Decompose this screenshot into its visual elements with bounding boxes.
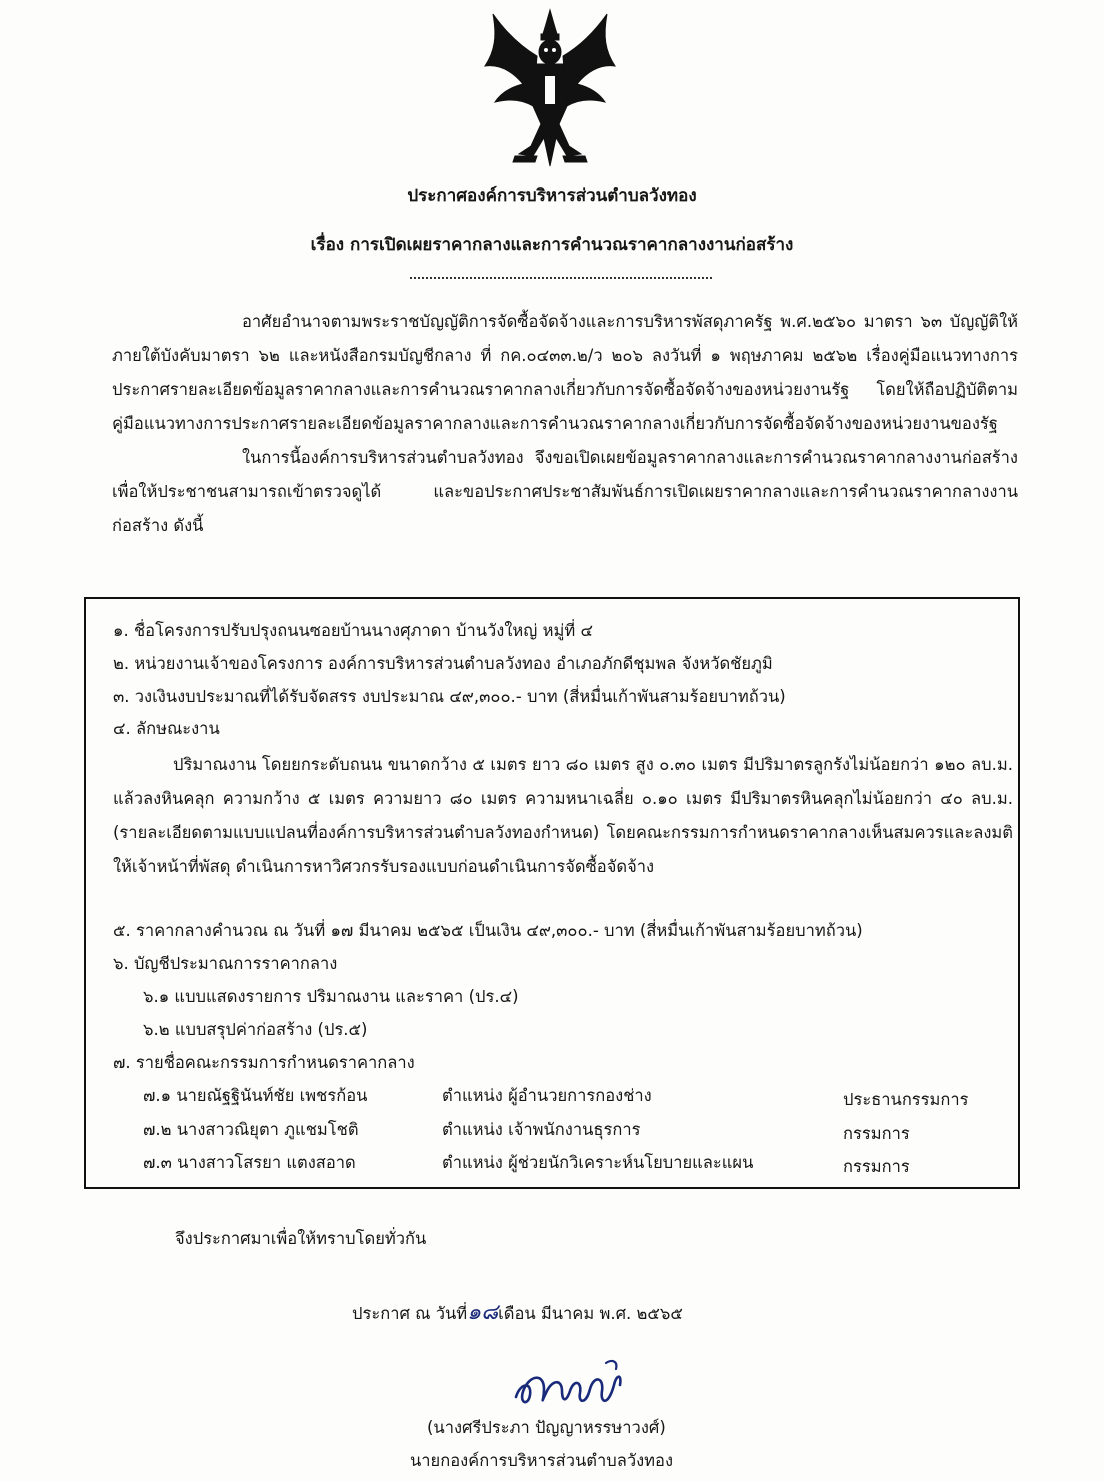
intro-paragraph-2: ในการนี้องค์การบริหารส่วนตำบลวังทอง จึงขอเปิดเผยข้อมูลราคากลางและการคำนวณราคากลางงานก่อสร้าง เพื่อให้ประชาชนสามารถเข้าตรวจดูได้ และขอประกาศประชาสัมพันธ์การเปิดเผยราคากลางและการคำนวณราคากลางงานก่อสร้าง ดังนี้	[112, 448, 1018, 535]
committee-role-2: กรรมการ	[843, 1124, 910, 1143]
committee-role-3: กรรมการ	[843, 1157, 910, 1176]
item-4-detail-text: ปริมาณงาน โดยยกระดับถนน ขนาดกว้าง ๕ เมตร ยาว ๘๐ เมตร สูง ๐.๓๐ เมตร มีปริมาตรลูกรังไม่น้อยกว่า ๑๒๐ ลบ.ม. แล้วลงหินคลุก ความกว้าง ๕ เมตร ความยาว ๘๐ เมตร ความหนาเฉลี่ย ๐.๑๐ เมตร มีปริมาตรหินคลุกไม่น้อยกว่า ๔๐ ลบ.ม. (รายละเอียดตามแบบแปลนที่องค์การบริหารส่วนตำบลวังทองกำหนด) โดยคณะกรรมการกำหนดราคากลางเห็นสมควรและลงมติให้เจ้าหน้าที่พัสดุ ดำเนินการหาวิศวกรรับรองแบบก่อนดำเนินการจัดซื้อจัดจ้าง	[113, 755, 1013, 876]
item-3-budget: ๓. วงเงินงบประมาณที่ได้รับจัดสรร งบประมาณ ๔๙,๓๐๐.- บาท (สี่หมื่นเก้าพันสามร้อยบาทถ้วน)	[113, 687, 786, 706]
committee-name-1: ๗.๑ นายณัฐฐินันท์ชัย เพชรก้อน	[143, 1086, 368, 1105]
dotted-divider	[410, 277, 712, 279]
signer-name: (นางศรีประภา ปัญญาหรรษาวงศ์)	[427, 1418, 666, 1437]
committee-name-3: ๗.๓ นางสาวโสรยา แตงสอาด	[143, 1153, 356, 1172]
committee-name-2: ๗.๒ นางสาวณิยุตา ภูแชมโชติ	[143, 1120, 359, 1139]
intro-paragraphs	[112, 305, 1018, 543]
item-6-2-form: ๖.๒ แบบสรุปค่าก่อสร้าง (ปร.๕)	[143, 1020, 368, 1039]
date-suffix: เดือน มีนาคม พ.ศ. ๒๕๖๕	[498, 1304, 683, 1323]
date-day-handwritten: ๑๘	[467, 1300, 499, 1325]
item-1-project-name: ๑. ชื่อโครงการปรับปรุงถนนซอยบ้านนางศุภาดา บ้านวังใหญ่ หมู่ที่ ๔	[113, 621, 593, 640]
item-7-committee-heading: ๗. รายชื่อคณะกรรมการกำหนดราคากลาง	[113, 1053, 415, 1072]
item-4-work-type: ๔. ลักษณะงาน	[113, 719, 220, 738]
committee-position-1: ตำแหน่ง ผู้อำนวยการกองช่าง	[442, 1086, 652, 1105]
signature-handwritten	[510, 1345, 630, 1415]
item-5-median-price: ๕. ราคากลางคำนวณ ณ วันที่ ๑๗ มีนาคม ๒๕๖๕ เป็นเงิน ๔๙,๓๐๐.- บาท (สี่หมื่นเก้าพันสามร้อยบาทถ้วน)	[113, 921, 863, 940]
intro-paragraph-1: อาศัยอำนาจตามพระราชบัญญัติการจัดซื้อจัดจ้างและการบริหารพัสดุภาครัฐ พ.ศ.๒๕๖๐ มาตรา ๖๓ บัญญัติให้ภายใต้บังคับมาตรา ๖๒ และหนังสือกรมบัญชีกลาง ที่ กค.๐๔๓๓.๒/ว ๒๐๖ ลงวันที่ ๑ พฤษภาคม ๒๕๖๒ เรื่องคู่มือแนวทางการประกาศรายละเอียดข้อมูลราคากลางและการคำนวณราคากลางเกี่ยวกับการจัดซื้อจัดจ้างของหน่วยงานรัฐ โดยให้ถือปฏิบัติตามคู่มือแนวทางการประกาศรายละเอียดข้อมูลราคากลางและการคำนวณราคากลางเกี่ยวกับการจัดซื้อจัดจ้างของหน่วยงานของรัฐ	[112, 312, 1018, 433]
item-6-estimate: ๖. บัญชีประมาณการราคากลาง	[113, 954, 338, 973]
committee-position-2: ตำแหน่ง เจ้าพนักงานธุรการ	[442, 1120, 641, 1139]
item-2-owner-agency: ๒. หน่วยงานเจ้าของโครงการ องค์การบริหารส่วนตำบลวังทอง อำเภอภักดีชุมพล จังหวัดชัยภูมิ	[113, 654, 773, 673]
announcement-title: ประกาศองค์การบริหารส่วนตำบลวังทอง	[407, 186, 697, 206]
item-6-1-form: ๖.๑ แบบแสดงรายการ ปริมาณงาน และราคา (ปร.๔)	[143, 987, 519, 1006]
item-4-detail	[113, 748, 1013, 884]
closing-announcement: จึงประกาศมาเพื่อให้ทราบโดยทั่วกัน	[175, 1229, 427, 1248]
signer-title: นายกองค์การบริหารส่วนตำบลวังทอง	[410, 1451, 674, 1470]
garuda-emblem-icon	[475, 6, 625, 174]
committee-role-1: ประธานกรรมการ	[843, 1090, 969, 1109]
date-prefix: ประกาศ ณ วันที่	[352, 1304, 468, 1323]
announcement-subject: เรื่อง การเปิดเผยราคากลางและการคำนวณราคากลางงานก่อสร้าง	[310, 235, 794, 255]
committee-position-3: ตำแหน่ง ผู้ช่วยนักวิเคราะห์นโยบายและแผน	[442, 1153, 754, 1172]
announcement-date	[352, 1294, 683, 1329]
